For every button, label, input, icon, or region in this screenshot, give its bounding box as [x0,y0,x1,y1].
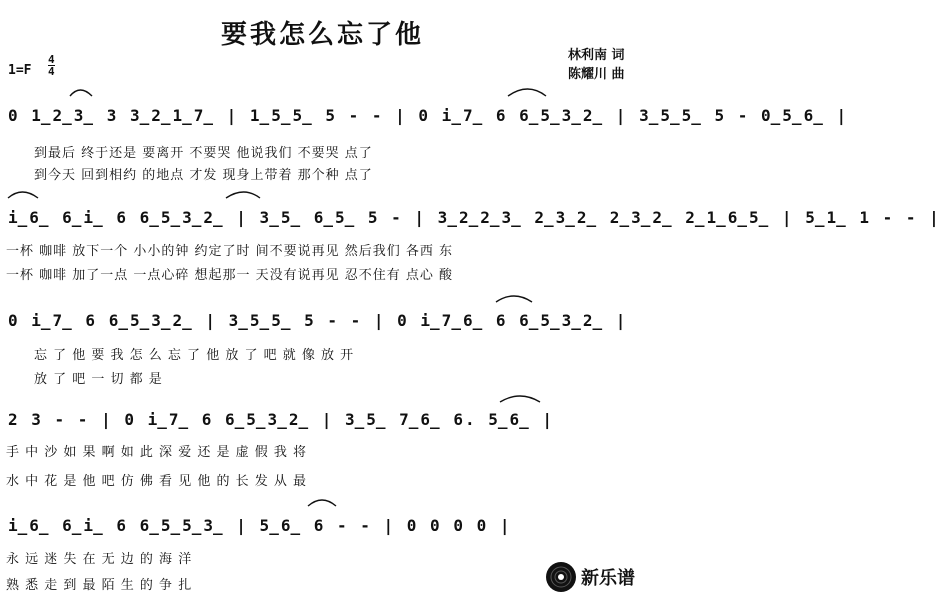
time-sig-bottom: 4 [48,65,55,78]
score-row-3-lyric-2: 放 了 吧 一 切 都 是 [34,372,163,387]
song-title: 要我怎么忘了他 [220,20,424,50]
score-row-1-lyric-2: 到今天 回到相约 的地点 才发 现身上带着 那个种 点了 [34,168,373,183]
composer-credit: 陈耀川 曲 [568,67,625,82]
site-logo[interactable] [545,561,635,593]
logo-text: 新乐谱 [581,568,635,589]
score-row-2-lyric-2: 一杯 咖啡 加了一点 一点心碎 想起那一 天没有说再见 忍不住有 点心 酸 [6,268,454,283]
vinyl-record-icon [545,561,577,593]
score-row-5-notes: i̲6̲ 6̲i̲ 6 6̲5̲5̲3̲ | 5̲6̲ 6 - - | 0 0 0 0 | [8,516,512,535]
score-row-1-lyric-1: 到最后 终于还是 要离开 不要哭 他说我们 不要哭 点了 [34,146,373,161]
score-row-2-notes: i̲6̲ 6̲i̲ 6 6̲5̲3̲2̲ | 3̲5̲ 6̲5̲ 5 - | 3̲2̲2̲3̲ 2̲3̲2̲ 2̲3̲2̲ 2̲1̲6̲5̲ | 5̲1̲ 1 - - | [8,208,941,227]
score-row-4-lyric-1: 手 中 沙 如 果 啊 如 此 深 爱 还 是 虚 假 我 将 [6,445,307,460]
score-row-5-lyric-1: 永 远 迷 失 在 无 边 的 海 洋 [6,552,193,567]
score-row-5-lyric-2: 熟 悉 走 到 最 陌 生 的 争 扎 [6,578,193,593]
score-row-2-lyric-1: 一杯 咖啡 放下一个 小小的钟 约定了时 间不要说再见 然后我们 各西 东 [6,244,454,259]
score-row-4-notes: 2 3 - - | 0 i̲7̲ 6 6̲5̲3̲2̲ | 3̲5̲ 7̲6̲ 6. 5̲6̲ | [8,410,555,429]
score-row-1-notes: 0 1̲2̲3̲ 3 3̲2̲1̲7̲ | 1̲5̲5̲ 5 - - | 0 i̲7̲ 6 6̲5̲3̲2̲ | 3̲5̲5̲ 5 - 0̲5̲6̲ | [8,106,849,125]
lyricist-credit: 林利南 词 [568,48,625,63]
time-sig-top: 4 [48,53,55,66]
score-row-4-lyric-2: 水 中 花 是 他 吧 仿 佛 看 见 他 的 长 发 从 最 [6,474,307,489]
key-signature: 1=F [8,63,32,78]
score-row-3-lyric-1: 忘 了 他 要 我 怎 么 忘 了 他 放 了 吧 就 像 放 开 [34,348,355,363]
score-row-3-notes: 0 i̲7̲ 6 6̲5̲3̲2̲ | 3̲5̲5̲ 5 - - | 0 i̲7̲6̲ 6 6̲5̲3̲2̲ | [8,311,628,330]
